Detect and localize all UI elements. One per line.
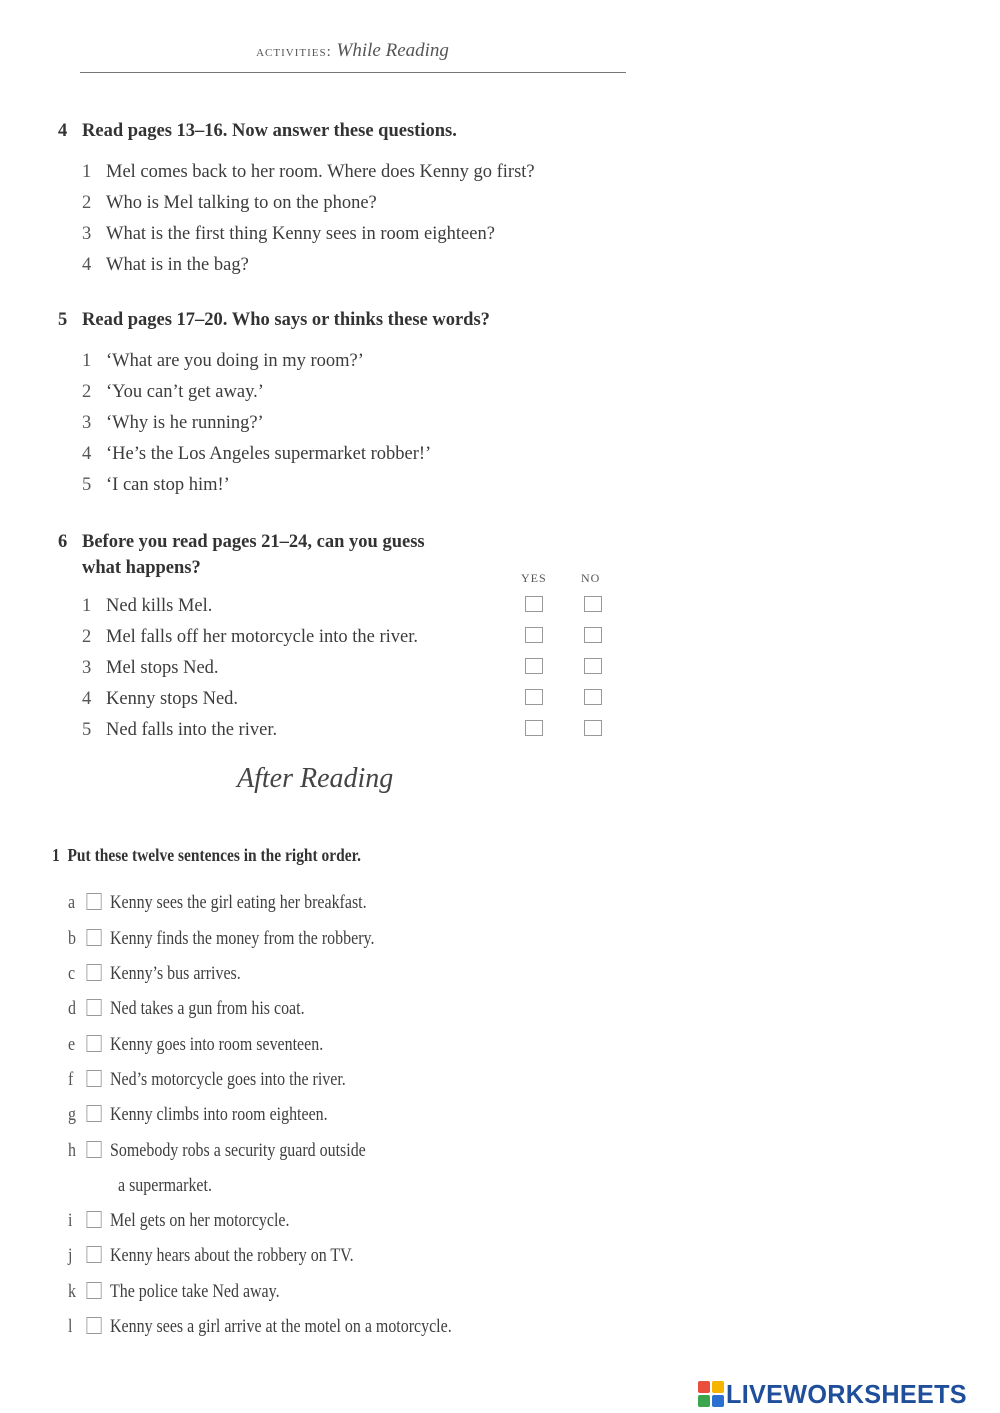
ex6-item-5-no-checkbox[interactable]: [584, 720, 602, 736]
item-letter: g: [68, 1104, 76, 1125]
sequence-item-l: [68, 1316, 452, 1338]
order-checkbox[interactable]: [86, 1070, 101, 1087]
sequence-item-c: [68, 963, 241, 985]
sequence-item-k: [68, 1281, 280, 1303]
running-head-title: While Reading: [336, 40, 449, 61]
item-text: Kenny stops Ned.: [106, 689, 239, 709]
logo-square: [712, 1381, 724, 1393]
item-letter: i: [68, 1210, 73, 1231]
running-head-label: activities:: [256, 44, 332, 60]
question-text: What is the first thing Kenny sees in room eighteen?: [106, 224, 495, 244]
question-text: What is in the bag?: [106, 255, 249, 275]
exercise-instruction-line-2: what happens?: [82, 558, 201, 578]
sequence-item-f: [68, 1069, 346, 1091]
sequence-item-j: [68, 1245, 354, 1267]
after-reading-heading: After Reading: [237, 763, 394, 794]
ex6-item-1-no-checkbox[interactable]: [584, 596, 602, 612]
no-column-header: NO: [581, 571, 601, 585]
order-checkbox[interactable]: [86, 1211, 101, 1228]
exercise-instruction: Put these twelve sentences in the right order.: [67, 845, 361, 865]
ex5-question-1: [82, 351, 364, 372]
item-text: The police take Ned away.: [110, 1281, 280, 1302]
running-head: [80, 40, 625, 62]
ex6-item-1: [82, 596, 212, 617]
order-checkbox[interactable]: [86, 1282, 101, 1299]
ex6-item-3: [82, 658, 219, 679]
item-text: Mel falls off her motorcycle into the river.: [106, 627, 419, 647]
ex5-question-5: [82, 475, 230, 496]
question-text: ‘You can’t get away.’: [106, 382, 264, 402]
ex6-item-2: [82, 627, 418, 648]
item-letter: h: [68, 1140, 76, 1161]
sequence-item-e: [68, 1034, 323, 1056]
sequence-item-i: [68, 1210, 289, 1232]
order-checkbox[interactable]: [86, 1035, 101, 1052]
exercise-number: 4: [58, 121, 68, 141]
liveworksheets-logo-icon: [698, 1381, 724, 1407]
yes-column-header: YES: [521, 571, 547, 585]
question-text: ‘Why is he running?’: [106, 413, 264, 433]
ex6-item-4: [82, 689, 238, 710]
order-checkbox[interactable]: [86, 999, 101, 1016]
order-checkbox[interactable]: [86, 1317, 101, 1334]
ex5-question-3: [82, 413, 264, 434]
item-number: 4: [82, 689, 92, 709]
ex6-item-5: [82, 720, 277, 741]
order-checkbox[interactable]: [86, 1246, 101, 1263]
logo-square: [698, 1395, 710, 1407]
ex6-item-2-no-checkbox[interactable]: [584, 627, 602, 643]
question-number: 4: [82, 255, 92, 275]
ex4-question-2: [82, 193, 377, 214]
item-letter: e: [68, 1034, 76, 1055]
question-number: 3: [82, 224, 92, 244]
ex6-item-1-yes-checkbox[interactable]: [525, 596, 543, 612]
question-text: ‘He’s the Los Angeles supermarket robber!’: [106, 444, 432, 464]
exercise-number: 5: [58, 310, 68, 330]
item-letter: k: [68, 1281, 76, 1302]
ex6-item-2-yes-checkbox[interactable]: [525, 627, 543, 643]
order-checkbox[interactable]: [86, 929, 101, 946]
order-checkbox[interactable]: [86, 964, 101, 981]
question-number: 3: [82, 413, 92, 433]
item-letter: d: [68, 998, 76, 1019]
item-letter: b: [68, 928, 76, 949]
item-text: Ned takes a gun from his coat.: [110, 998, 305, 1019]
header-rule: [80, 72, 626, 73]
ex6-item-3-yes-checkbox[interactable]: [525, 658, 543, 674]
exercise-instruction: Read pages 17–20. Who says or thinks these words?: [82, 310, 490, 330]
ex6-item-3-no-checkbox[interactable]: [584, 658, 602, 674]
item-letter: l: [68, 1316, 73, 1337]
question-text: ‘I can stop him!’: [106, 475, 230, 495]
exercise-number: 6: [58, 532, 68, 552]
liveworksheets-brand[interactable]: [698, 1379, 974, 1409]
item-text: Kenny climbs into room eighteen.: [110, 1104, 328, 1125]
ex4-question-1: [82, 162, 535, 183]
item-letter: j: [68, 1245, 73, 1266]
question-text: ‘What are you doing in my room?’: [106, 351, 364, 371]
liveworksheets-wordmark: LIVEWORKSHEETS: [726, 1378, 967, 1409]
ex4-question-4: [82, 255, 249, 276]
item-number: 2: [82, 627, 92, 647]
item-text: Ned’s motorcycle goes into the river.: [110, 1069, 346, 1090]
item-number: 1: [82, 596, 92, 616]
exercise-number: 1: [52, 845, 60, 865]
item-text: Mel stops Ned.: [106, 658, 219, 678]
after-ex1-title: [52, 845, 361, 866]
item-letter: a: [68, 892, 76, 913]
item-text: Kenny hears about the robbery on TV.: [110, 1245, 354, 1266]
logo-square: [698, 1381, 710, 1393]
exercise-4-title: [58, 121, 457, 142]
ex4-question-3: [82, 224, 495, 245]
sequence-item-a: [68, 892, 367, 914]
item-text: Kenny goes into room seventeen.: [110, 1034, 324, 1055]
order-checkbox[interactable]: [86, 1105, 101, 1122]
question-number: 5: [82, 475, 92, 495]
sequence-item-d: [68, 998, 305, 1020]
question-number: 1: [82, 162, 92, 182]
item-text: Ned falls into the river.: [106, 720, 278, 740]
exercise-5-title: [58, 310, 490, 331]
item-text: Ned kills Mel.: [106, 596, 213, 616]
exercise-6-title: [58, 529, 425, 581]
ex5-question-2: [82, 382, 264, 403]
question-number: 2: [82, 382, 92, 402]
logo-square: [712, 1395, 724, 1407]
question-text: Mel comes back to her room. Where does Kenny go first?: [106, 162, 535, 182]
exercise-instruction-line-1: Before you read pages 21–24, can you guess: [82, 532, 425, 552]
sequence-item-g: [68, 1104, 328, 1126]
item-text: Somebody robs a security guard outside: [110, 1140, 366, 1161]
ex6-item-5-yes-checkbox[interactable]: [525, 720, 543, 736]
item-number: 3: [82, 658, 92, 678]
item-text: Kenny finds the money from the robbery.: [110, 928, 375, 949]
question-text: Who is Mel talking to on the phone?: [106, 193, 377, 213]
item-number: 5: [82, 720, 92, 740]
item-text: Kenny sees a girl arrive at the motel on a motorcycle.: [110, 1316, 452, 1337]
item-letter: f: [68, 1069, 74, 1090]
item-text: Kenny’s bus arrives.: [110, 963, 241, 984]
sequence-item-h: [68, 1140, 366, 1162]
exercise-instruction: Read pages 13–16. Now answer these questions.: [82, 121, 457, 141]
item-letter: c: [68, 963, 76, 984]
item-text: Mel gets on her motorcycle.: [110, 1210, 290, 1231]
question-number: 1: [82, 351, 92, 371]
order-checkbox[interactable]: [86, 893, 101, 910]
question-number: 4: [82, 444, 92, 464]
sequence-item-b: [68, 928, 374, 950]
item-text: Kenny sees the girl eating her breakfast.: [110, 892, 367, 913]
order-checkbox[interactable]: [86, 1141, 101, 1158]
ex6-item-4-yes-checkbox[interactable]: [525, 689, 543, 705]
ex6-item-4-no-checkbox[interactable]: [584, 689, 602, 705]
sequence-item-h-continuation: a supermarket.: [118, 1175, 212, 1196]
ex5-question-4: [82, 444, 431, 465]
question-number: 2: [82, 193, 92, 213]
